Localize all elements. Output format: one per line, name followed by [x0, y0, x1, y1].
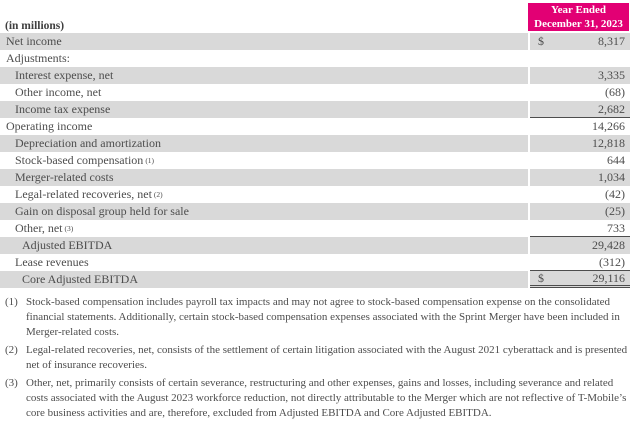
footnote-marker: (3): [5, 377, 18, 389]
table-row: [0, 254, 630, 271]
row-value: 29,428: [592, 238, 625, 252]
row-label: Other, net (3): [15, 221, 74, 235]
row-label: [0, 254, 528, 271]
row-label-text: Other, net: [15, 221, 63, 235]
row-value-cell: [530, 84, 630, 101]
dollar-sign: $: [538, 270, 544, 285]
table-row: [0, 135, 630, 152]
row-label-text: Adjusted EBITDA: [22, 238, 113, 252]
row-label: [0, 169, 528, 186]
row-value: 1,034: [598, 170, 625, 184]
row-label-text: Legal-related recoveries, net: [15, 187, 152, 201]
row-label-text: Merger-related costs: [15, 170, 114, 184]
row-value-cell: [530, 237, 630, 254]
row-value-cell: [530, 118, 630, 135]
row-value: 29,116: [592, 270, 625, 285]
footnote-text: Other, net, primarily consists of certain severance, restructuring and other expenses, gains and losses, including severance and related costs associated with the August 2023 workforce reduction, not directly attributable to the Merger which are not reflective of T-Mobile’s core business activities and are, therefore, excluded from Adjusted EBITDA and Core Adjusted EBITDA.: [26, 377, 627, 419]
row-value-cell: [530, 50, 630, 67]
footnote-marker: (1): [5, 296, 18, 308]
table-row: [0, 220, 630, 237]
table-row: [0, 237, 630, 254]
footnote-text: Stock-based compensation includes payroll tax impacts and may not agree to stock-based compensation expense on the consolidated financial statements. Additionally, certain stock-based compensation expenses associated with the Sprint Merger have been included in Merger-related costs.: [26, 296, 620, 338]
table-row: [0, 203, 630, 220]
table-row: [0, 271, 630, 288]
row-value: 2,682: [598, 101, 625, 116]
row-value-cell: [530, 135, 630, 152]
footnote: [0, 376, 632, 421]
row-label-text: Adjustments:: [6, 51, 71, 65]
period-header-line1: Year Ended: [550, 4, 607, 16]
period-header-line2: December 31, 2023: [534, 17, 623, 30]
row-label: [0, 118, 528, 135]
row-value: (68): [605, 85, 625, 99]
row-value-cell: [530, 101, 630, 118]
table-row: [0, 118, 630, 135]
table-row: [0, 84, 630, 101]
row-value-cell: [530, 220, 630, 237]
footnote: [0, 343, 632, 373]
row-label-text: Gain on disposal group held for sale: [15, 204, 189, 218]
dollar-sign: $: [538, 34, 544, 48]
row-label-text: Other income, net: [15, 85, 102, 99]
footnotes-section: [0, 295, 632, 421]
table-row: [0, 186, 630, 203]
row-value-cell: [530, 169, 630, 186]
table-row: [0, 152, 630, 169]
footnote-marker: (2): [5, 344, 18, 356]
period-column-header: [528, 3, 629, 31]
row-label-text: Depreciation and amortization: [15, 136, 161, 150]
row-value-cell: [530, 271, 630, 288]
row-value-cell: [530, 254, 630, 271]
row-value: 14,266: [592, 119, 625, 133]
row-label-text: Lease revenues: [15, 255, 89, 269]
row-label-text: Income tax expense: [15, 102, 111, 116]
row-label: [0, 135, 528, 152]
row-label: Legal-related recoveries, net (2): [15, 187, 163, 201]
table-row: [0, 169, 630, 186]
row-label: Stock-based compensation (1): [15, 153, 155, 167]
row-value: 3,335: [598, 68, 625, 82]
row-value: 12,818: [592, 136, 625, 150]
row-label-text: Interest expense, net: [15, 68, 114, 82]
footnote: [0, 295, 632, 340]
row-value: (312): [599, 254, 625, 269]
row-value: (25): [605, 204, 625, 218]
row-value: 733: [607, 220, 625, 235]
row-label-text: Stock-based compensation: [15, 153, 144, 167]
row-label: [0, 101, 528, 118]
row-label-text: Operating income: [6, 119, 93, 133]
table-row: [0, 33, 630, 50]
row-label: [0, 67, 528, 84]
row-label-text: Net income: [6, 34, 62, 48]
row-value: 644: [607, 153, 625, 167]
row-value-cell: [530, 203, 630, 220]
table-row: [0, 67, 630, 84]
row-value-cell: [530, 186, 630, 203]
row-label: [0, 271, 528, 288]
table-header-row: [0, 0, 630, 33]
row-label: [0, 203, 528, 220]
table-row: [0, 101, 630, 118]
row-value-cell: [530, 67, 630, 84]
row-value-cell: [530, 152, 630, 169]
row-label-text: Core Adjusted EBITDA: [22, 272, 138, 286]
row-value: (42): [605, 187, 625, 201]
row-value: 8,317: [598, 34, 625, 48]
row-label: [0, 237, 528, 254]
row-label: [0, 33, 528, 50]
row-label: [0, 84, 528, 101]
table-row: [0, 50, 630, 67]
footnote-text: Legal-related recoveries, net, consists of the settlement of certain litigation associated with the August 2021 cyberattack and is presented net of insurance recoveries.: [26, 344, 628, 371]
row-label: [0, 50, 528, 67]
units-label: (in millions): [5, 20, 65, 32]
row-value-cell: [530, 33, 630, 50]
table-body: [0, 33, 630, 288]
